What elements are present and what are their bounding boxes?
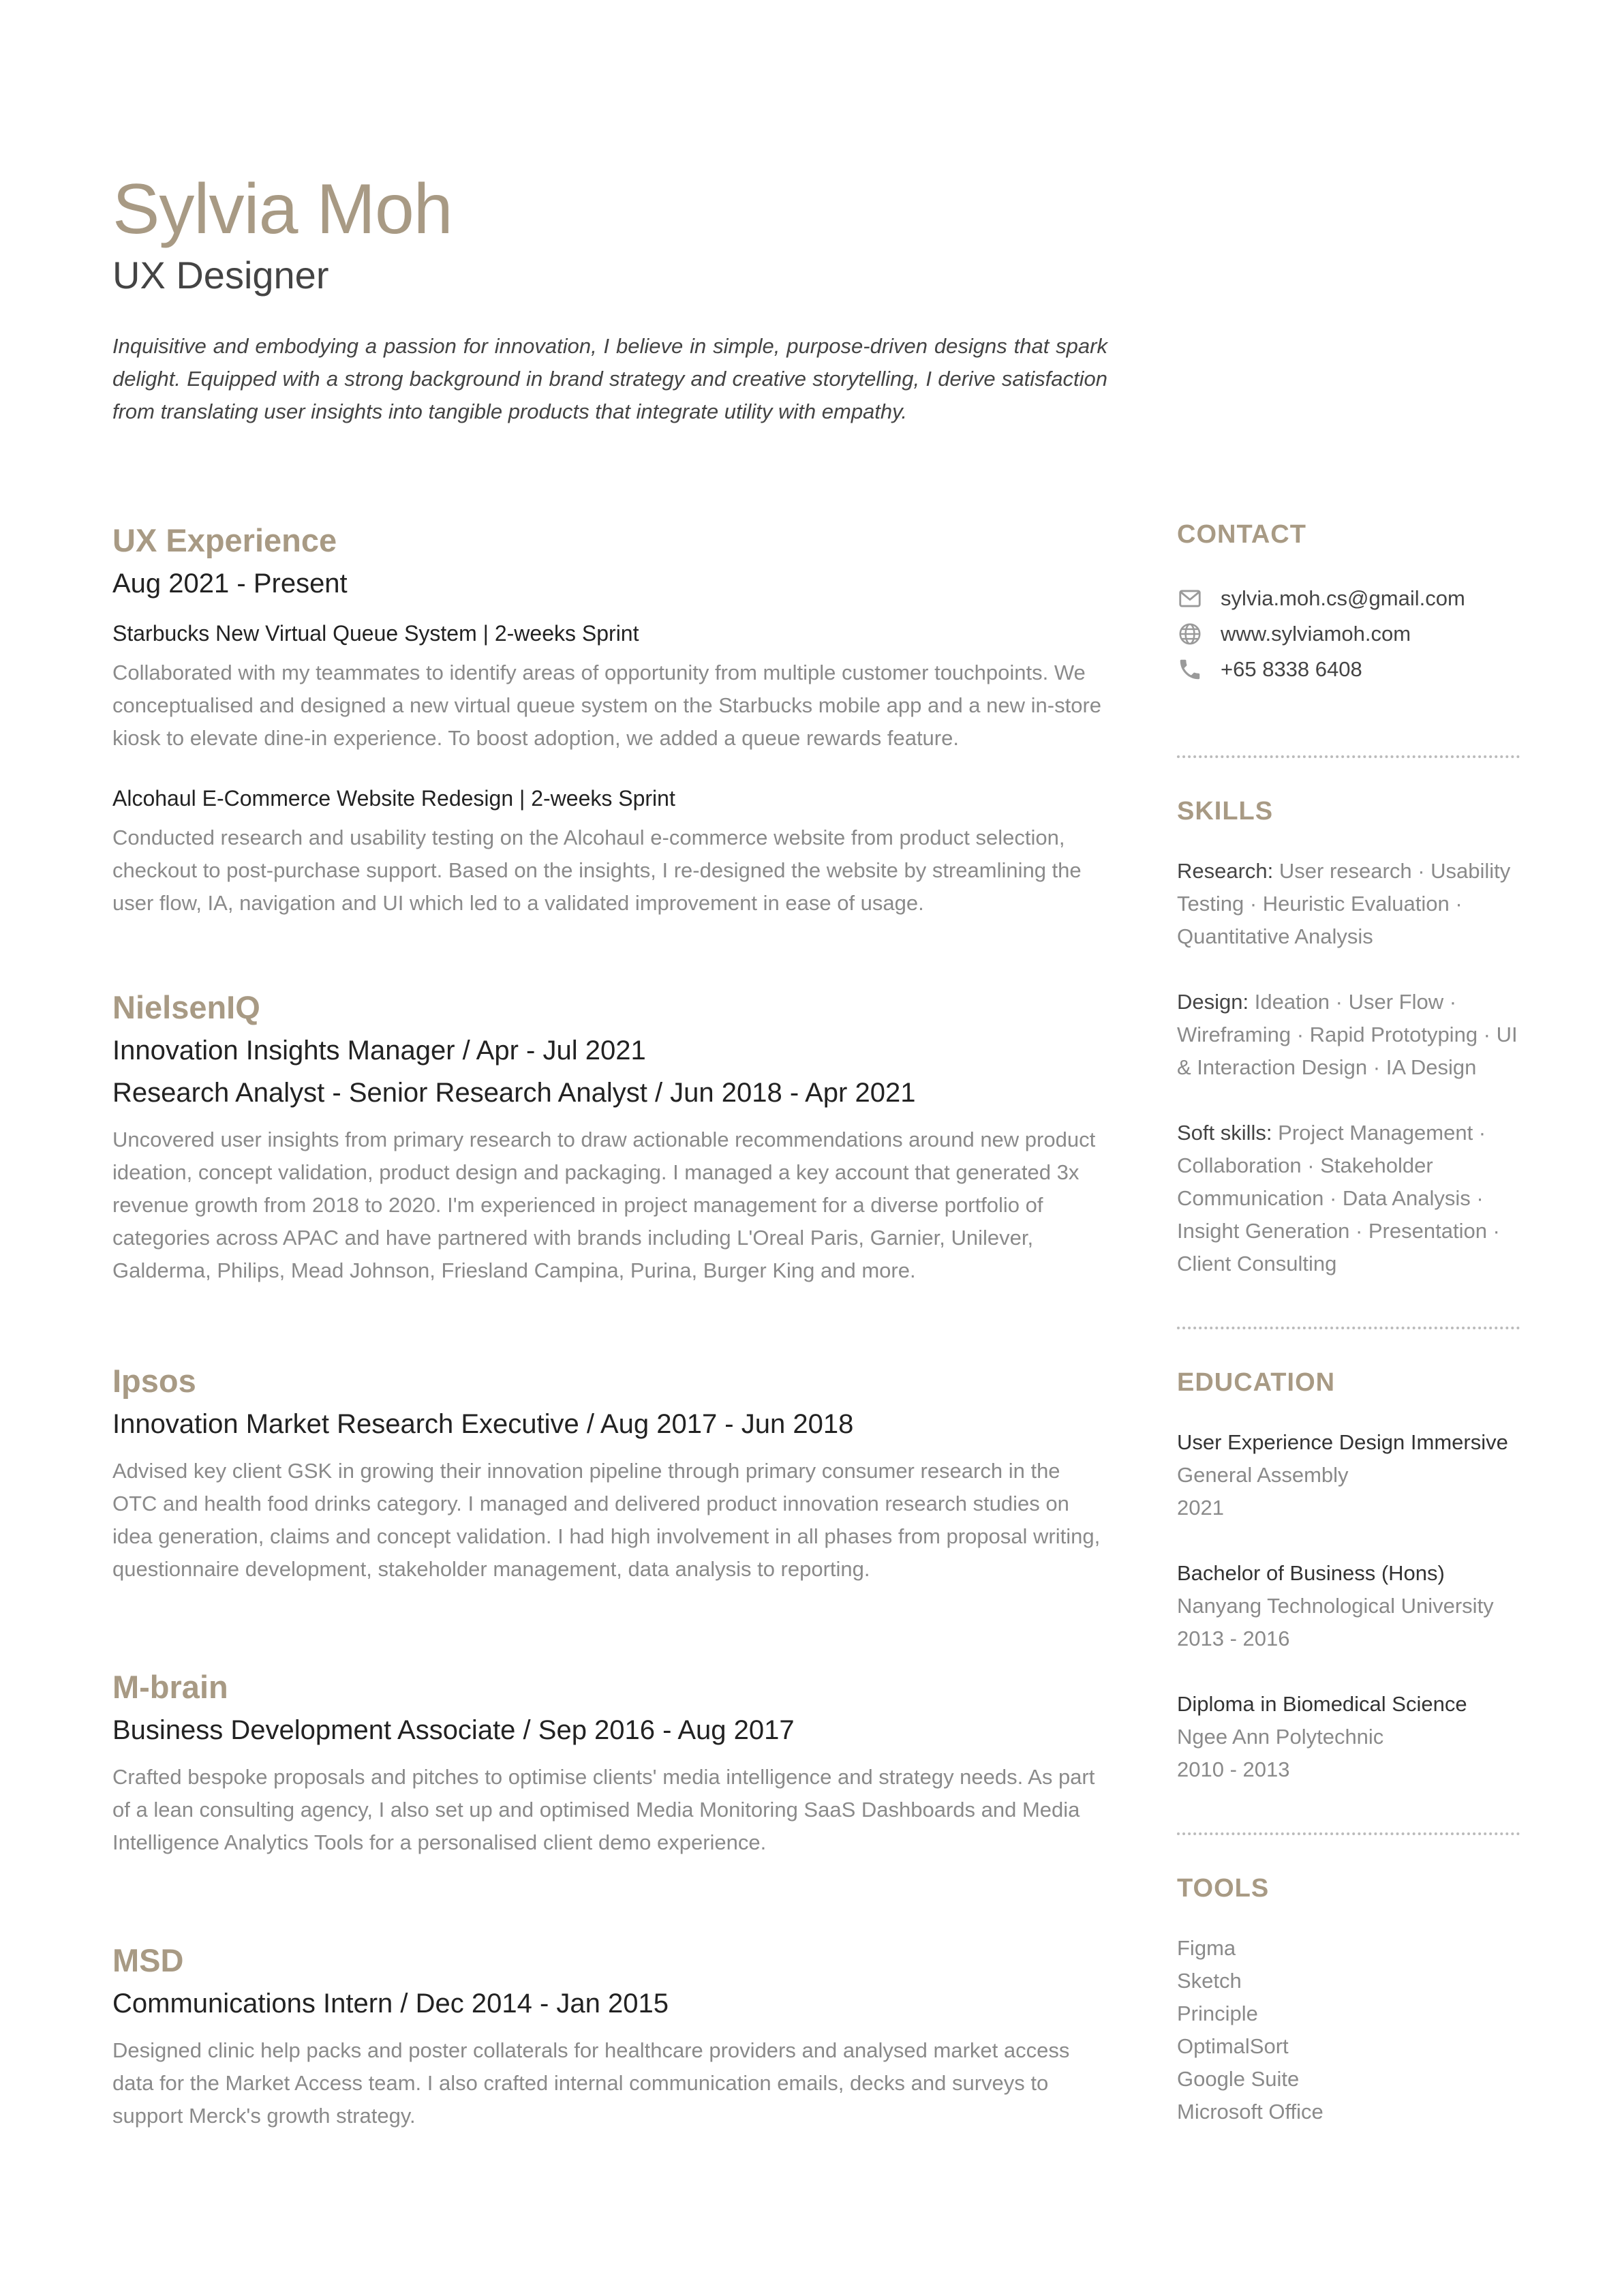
- job-role: Communications Intern / Dec 2014 - Jan 2015: [112, 1989, 669, 2019]
- course: Diploma in Biomedical Science: [1177, 1691, 1467, 1716]
- job-role: Business Development Associate / Sep 2016 - Aug 2017: [112, 1715, 795, 1746]
- company-name: NielsenIQ: [112, 989, 260, 1025]
- section-ux-experience: [112, 519, 1107, 920]
- section-title: UX Experience: [112, 522, 337, 558]
- section-skills: [1177, 796, 1518, 1280]
- job-role: Innovation Insights Manager / Apr - Jul 2021: [112, 1036, 646, 1066]
- school: General Assembly: [1177, 1462, 1349, 1487]
- job-description: Uncovered user insights from primary research to draw actionable recommendations around new product ideation, concept validation, product design and packaging. I managed a key account that generated 3x revenue growth from 2018 to 2020. I'm experienced in project management for a diverse portfolio of categories across APAC and have partnered with brands including L'Oreal Paris, Garnier, Unilever, Galderma, Philips, Mead Johnson, Friesland Campina, Purina, Burger King and more.: [112, 1128, 1096, 1283]
- section-mbrain: [112, 1666, 1107, 1859]
- skill-design: [1177, 986, 1518, 1084]
- skill-values: User research · Usability Testing · Heuristic Evaluation · Quantitative Analysis: [1177, 858, 1511, 948]
- project-description: Conducted research and usability testing on the Alcohaul e-commerce website from product selection, checkout to post-purchase support. Based on the insights, I re-designed the website by streamlining the user flow, IA, navigation and UI which led to a validated improvement in ease of usage.: [112, 826, 1082, 916]
- skill-values: Ideation · User Flow · Wireframing · Rapid Prototyping · UI & Interaction Design · IA Design: [1177, 989, 1518, 1079]
- tool-item: Sketch: [1177, 1968, 1242, 1993]
- candidate-role: UX Designer: [112, 254, 329, 297]
- section-nielseniq: [112, 986, 1107, 1287]
- tool-item: Figma: [1177, 1935, 1236, 1960]
- course: Bachelor of Business (Hons): [1177, 1560, 1445, 1585]
- divider: [1177, 1327, 1520, 1329]
- section-education: [1177, 1368, 1518, 1786]
- section-title: EDUCATION: [1177, 1368, 1336, 1397]
- contact-website[interactable]: [1177, 616, 1518, 652]
- company-name: M-brain: [112, 1669, 228, 1705]
- job-description: Designed clinic help packs and poster collaterals for healthcare providers and analysed market access data for the Market Access team. I also crafted internal communication emails, decks and surveys to support Merck's growth strategy.: [112, 2038, 1070, 2128]
- education-item: [1177, 1688, 1518, 1786]
- years: 2013 - 2016: [1177, 1626, 1290, 1650]
- section-title: TOOLS: [1177, 1874, 1270, 1903]
- project-title: Starbucks New Virtual Queue System | 2-weeks Sprint: [112, 621, 639, 646]
- section-title: CONTACT: [1177, 520, 1306, 549]
- project-title: Alcohaul E-Commerce Website Redesign | 2-weeks Sprint: [112, 786, 675, 811]
- skill-values: Project Management · Collaboration · Stakeholder Communication · Data Analysis · Insight Generation · Presentation · Client Consulting: [1177, 1120, 1500, 1275]
- globe-icon: [1177, 621, 1203, 647]
- job-description: Advised key client GSK in growing their innovation pipeline through primary consumer research in the OTC and health food drinks category. I managed and delivered product innovation research studies on idea generation, claims and concept validation. I had high involvement in all phases from proposal writing, questionnaire development, stakeholder management, data analysis to reporting.: [112, 1459, 1101, 1582]
- education-item: [1177, 1426, 1518, 1524]
- years: 2021: [1177, 1495, 1224, 1520]
- company-name: Ipsos: [112, 1363, 196, 1399]
- section-title: SKILLS: [1177, 797, 1274, 826]
- school: Ngee Ann Polytechnic: [1177, 1724, 1384, 1749]
- period: Aug 2021 - Present: [112, 569, 348, 599]
- skill-label: Soft skills:: [1177, 1120, 1272, 1145]
- section-contact: [1177, 519, 1518, 687]
- company-name: MSD: [112, 1942, 184, 1978]
- skill-research: [1177, 855, 1518, 953]
- phone-text[interactable]: +65 8338 6408: [1221, 656, 1362, 681]
- candidate-name: Sylvia Moh: [112, 170, 453, 249]
- project-description: Collaborated with my teammates to identify areas of opportunity from multiple customer touchpoints. We conceptualised and designed a new virtual queue system on the Starbucks mobile app and a new in-store kiosk to elevate dine-in experience. To boost adoption, we added a queue rewards feature.: [112, 661, 1102, 751]
- tool-item: Microsoft Office: [1177, 2099, 1323, 2124]
- education-item: [1177, 1557, 1518, 1655]
- divider: [1177, 755, 1520, 758]
- section-ipsos: [112, 1360, 1107, 1586]
- summary: Inquisitive and embodying a passion for innovation, I believe in simple, purpose-driven designs that spark delight. Equipped with a strong background in brand strategy and creative storytelling, I derive satisfaction from translating user insights into tangible products that integrate utility with empathy.: [112, 334, 1107, 423]
- contact-email[interactable]: [1177, 581, 1518, 616]
- website-text[interactable]: www.sylviamoh.com: [1221, 621, 1411, 646]
- job-role: Innovation Market Research Executive / Aug 2017 - Jun 2018: [112, 1409, 854, 1440]
- phone-icon: [1177, 656, 1203, 682]
- skill-label: Design:: [1177, 989, 1249, 1014]
- section-msd: [112, 1939, 1107, 2132]
- job-description: Crafted bespoke proposals and pitches to optimise clients' media intelligence and strategy needs. As part of a lean consulting agency, I also set up and optimised Media Monitoring SaaS Dashboards and Media Intelligence Analytics Tools for a personalised client demo experience.: [112, 1765, 1095, 1855]
- skill-label: Research:: [1177, 858, 1274, 883]
- years: 2010 - 2013: [1177, 1757, 1290, 1781]
- skill-soft: [1177, 1117, 1518, 1280]
- job-role: Research Analyst - Senior Research Analyst / Jun 2018 - Apr 2021: [112, 1078, 916, 1108]
- mail-icon: [1177, 586, 1203, 611]
- divider: [1177, 1832, 1520, 1835]
- school: Nanyang Technological University: [1177, 1593, 1494, 1618]
- tool-item: Google Suite: [1177, 2066, 1300, 2091]
- tool-item: Principle: [1177, 2001, 1258, 2025]
- course: User Experience Design Immersive: [1177, 1430, 1508, 1454]
- email-text[interactable]: sylvia.moh.cs@gmail.com: [1221, 586, 1465, 610]
- section-tools: [1177, 1873, 1518, 2128]
- contact-phone[interactable]: [1177, 652, 1518, 687]
- tools-list: [1177, 1932, 1518, 2128]
- tool-item: OptimalSort: [1177, 2034, 1289, 2058]
